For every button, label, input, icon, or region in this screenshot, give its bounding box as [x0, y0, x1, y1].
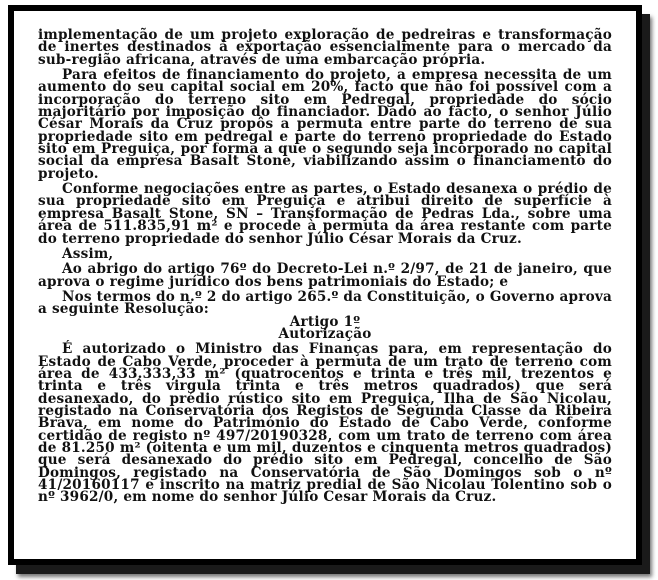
document-frame [8, 5, 642, 565]
article-number: Artigo 1º [289, 313, 361, 330]
paragraph-intro: implementação de um projeto exploração de pedreiras e transformação de inertes destinados à exportação essencialmente para o mercado da sub-região africana, através de uma embarcação própria. [38, 27, 612, 68]
paragraph-assim: Assim, [62, 245, 114, 262]
document-body [38, 29, 612, 504]
paragraph-legal-basis: Ao abrigo do artigo 76º do Decreto-Lei n.º 2/97, de 21 de janeiro, que aprova o regime jurídico dos bens patrimoniais do Estado; e [38, 261, 612, 290]
paragraph-constitution: Nos termos do n.º 2 do artigo 265.º da Constituição, o Governo aprova a seguinte Resolução: [38, 288, 612, 318]
paragraph-negotiations: Conforme negociações entre as partes, o Estado desanexa o prédio de sua propriedade sito em Preguiça e atribui direito de superfície à empresa Basalt Stone, SN – Transformação de Pedras Lda., sobre uma área de 511.835,91 m² e procede à permuta da área restante com parte do terreno propriedade do senhor Júlio César Morais da Cruz. [38, 181, 612, 247]
article-title: Autorização [278, 325, 372, 342]
paragraph-authorization: É autorizado o Ministro das Finanças para, em representação do Estado de Cabo Verde, proceder à permuta de um trato de terreno com área de 433.333,33 m² (quatrocentos e trinta e três mil, trezentos e trinta e três virgula trinta e três metros quadrados) que será desanexado, do prédio rústico sito em Preguiça, Ilha de São Nicolau, registado na Conservatória dos Registos de Segunda Classe da Ribeira Brava, em nome do Património do Estado de Cabo Verde, conforme certidão de registo nº 497/20190328, com um trato de terreno com área de 81.250 m² (oitenta e um mil, duzentos e cinquenta metros quadrados) que será desanexado do prédio sito em Pedregal, concelho de São Domingos, registado na Conservatória de São Domingos sob o nº 41/20160117 e inscrito na matriz predial de São Nicolau Tolentino sob o nº 3962/0, em nome do senhor Júlio Cesar Morais da Cruz. [38, 341, 612, 506]
paragraph-financing: Para efeitos de financiamento do projeto, a empresa necessita de um aumento do seu capital social em 20%, facto que não foi possível com a incorporação do terreno sito em Pedregal, propriedade do sócio majoritário por imposição do financiador. Dado ao facto, o senhor Júlio César Morais da Cruz propôs a permuta entre parte do terreno de sua propriedade sito em pedregal e parte do terreno propriedade do Estado sito em Preguiça, por forma a que o segundo seja incorporado no capital social da empresa Basalt Stone, viabilizando assim o financiamento do projeto. [38, 67, 612, 182]
